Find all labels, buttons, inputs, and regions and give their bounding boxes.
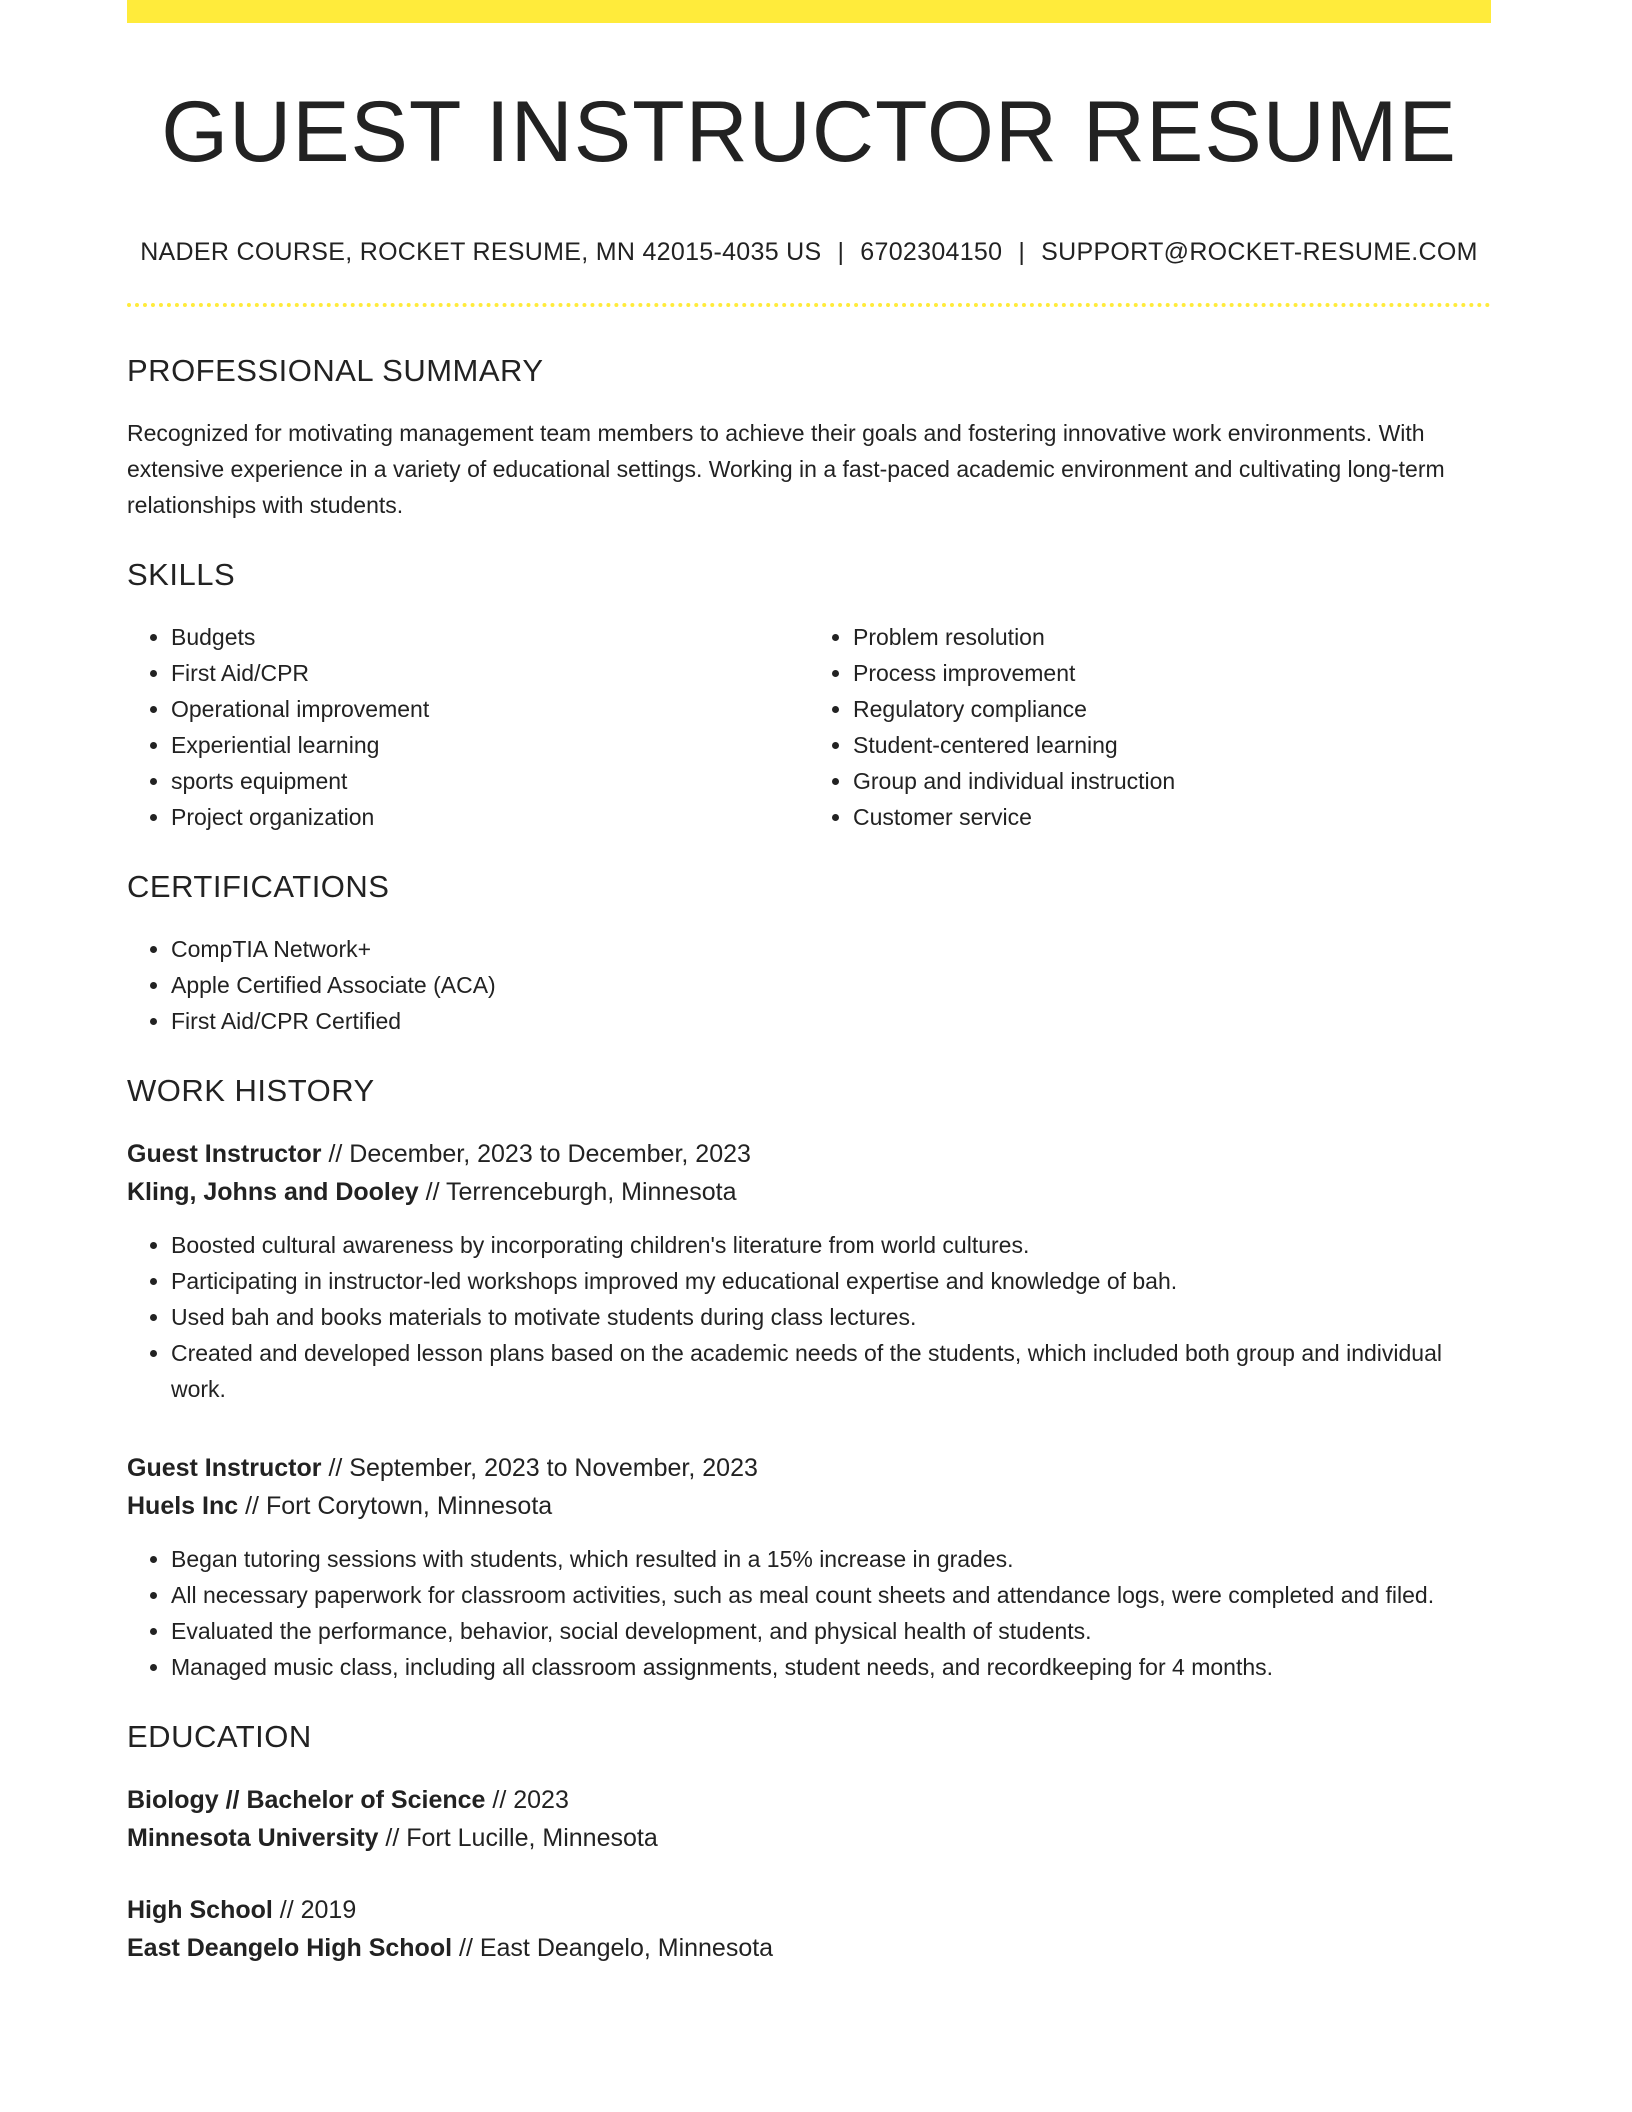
summary-section: [127, 353, 1491, 523]
skill-item: • Experiential learning: [171, 727, 809, 763]
top-accent-bar: [127, 0, 1491, 23]
summary-text: Recognized for motivating management team members to achieve their goals and fostering innovative work environments. With extensive experience in a variety of educational settings. Working in a fast-paced academic environment and cultivating long-term relationships with students.: [127, 419, 1445, 518]
job-title-line: [127, 1449, 1491, 1487]
job-bullets: [127, 1541, 1491, 1685]
job-bullet: • Used bah and books materials to motivate students during class lectures.: [171, 1299, 1491, 1335]
contact-line: [127, 238, 1491, 267]
job-bullet: • All necessary paperwork for classroom activities, such as meal count sheets and attendance logs, were completed and filed.: [171, 1577, 1491, 1613]
job-bullet: • Managed music class, including all classroom assignments, student needs, and recordkeeping for 4 months.: [171, 1649, 1491, 1685]
education-school: Minnesota University: [127, 1823, 379, 1852]
skill-item: • Regulatory compliance: [853, 691, 1491, 727]
summary-heading: PROFESSIONAL SUMMARY: [127, 352, 544, 388]
job-entry: [127, 1135, 1491, 1407]
job-bullet: • Created and developed lesson plans based on the academic needs of the students, which included both group and individual work.: [171, 1335, 1491, 1407]
contact-address: NADER COURSE, ROCKET RESUME, MN 42015-4035 US: [140, 237, 822, 266]
resume-title: GUEST INSTRUCTOR RESUME: [161, 84, 1457, 180]
education-year: // 2023: [492, 1785, 569, 1814]
contact-phone: 6702304150: [860, 237, 1003, 266]
job-bullet: • Participating in instructor-led workshops improved my educational expertise and knowledge of bah.: [171, 1263, 1491, 1299]
skill-item: • Student-centered learning: [853, 727, 1491, 763]
job-title: Guest Instructor: [127, 1139, 322, 1168]
skills-section: [127, 557, 1491, 835]
contact-separator: |: [837, 237, 845, 266]
skills-left-list: [127, 619, 809, 835]
skill-item: • sports equipment: [171, 763, 809, 799]
job-dates: // September, 2023 to November, 2023: [328, 1453, 758, 1482]
education-entry: [127, 1781, 1491, 1857]
job-dates: // December, 2023 to December, 2023: [328, 1139, 751, 1168]
education-location: // East Deangelo, Minnesota: [459, 1933, 774, 1962]
skill-item: • Process improvement: [853, 655, 1491, 691]
education-degree: Biology // Bachelor of Science: [127, 1785, 486, 1814]
education-school-line: [127, 1929, 1491, 1967]
skill-item: • Customer service: [853, 799, 1491, 835]
contact-separator: |: [1018, 237, 1026, 266]
certifications-list: [127, 931, 1491, 1039]
work-section: [127, 1073, 1491, 1685]
education-school-line: [127, 1819, 1491, 1857]
job-bullet: • Boosted cultural awareness by incorporating children's literature from world cultures.: [171, 1227, 1491, 1263]
resume-page: [127, 0, 1491, 1967]
job-company: Kling, Johns and Dooley: [127, 1177, 419, 1206]
job-bullet: • Evaluated the performance, behavior, social development, and physical health of students.: [171, 1613, 1491, 1649]
certification-item: • Apple Certified Associate (ACA): [171, 967, 1491, 1003]
skill-item: • Group and individual instruction: [853, 763, 1491, 799]
certifications-heading: CERTIFICATIONS: [127, 868, 390, 904]
skill-item: • First Aid/CPR: [171, 655, 809, 691]
skill-item: • Operational improvement: [171, 691, 809, 727]
certification-item: • CompTIA Network+: [171, 931, 1491, 967]
education-degree: High School: [127, 1895, 273, 1924]
skill-item: • Budgets: [171, 619, 809, 655]
job-company-line: [127, 1173, 1491, 1211]
job-title-line: [127, 1135, 1491, 1173]
skills-heading: SKILLS: [127, 556, 236, 592]
work-heading: WORK HISTORY: [127, 1072, 375, 1108]
job-entry: [127, 1449, 1491, 1685]
job-title: Guest Instructor: [127, 1453, 322, 1482]
education-heading: EDUCATION: [127, 1718, 312, 1754]
job-location: // Fort Corytown, Minnesota: [245, 1491, 553, 1520]
skill-item: • Problem resolution: [853, 619, 1491, 655]
job-company-line: [127, 1487, 1491, 1525]
education-section: [127, 1719, 1491, 1967]
education-entry: [127, 1891, 1491, 1967]
job-company: Huels Inc: [127, 1491, 239, 1520]
education-school: East Deangelo High School: [127, 1933, 453, 1962]
certifications-section: [127, 869, 1491, 1039]
education-degree-line: [127, 1781, 1491, 1819]
skills-columns: [127, 619, 1491, 835]
education-location: // Fort Lucille, Minnesota: [385, 1823, 658, 1852]
job-location: // Terrenceburgh, Minnesota: [425, 1177, 737, 1206]
job-bullets: [127, 1227, 1491, 1407]
education-degree-line: [127, 1891, 1491, 1929]
job-bullet: • Began tutoring sessions with students, which resulted in a 15% increase in grades.: [171, 1541, 1491, 1577]
education-year: // 2019: [279, 1895, 357, 1924]
skill-item: • Project organization: [171, 799, 809, 835]
certification-item: • First Aid/CPR Certified: [171, 1003, 1491, 1039]
contact-email[interactable]: SUPPORT@ROCKET-RESUME.COM: [1041, 237, 1478, 266]
dotted-divider: [127, 303, 1491, 307]
skills-right-list: [809, 619, 1491, 835]
